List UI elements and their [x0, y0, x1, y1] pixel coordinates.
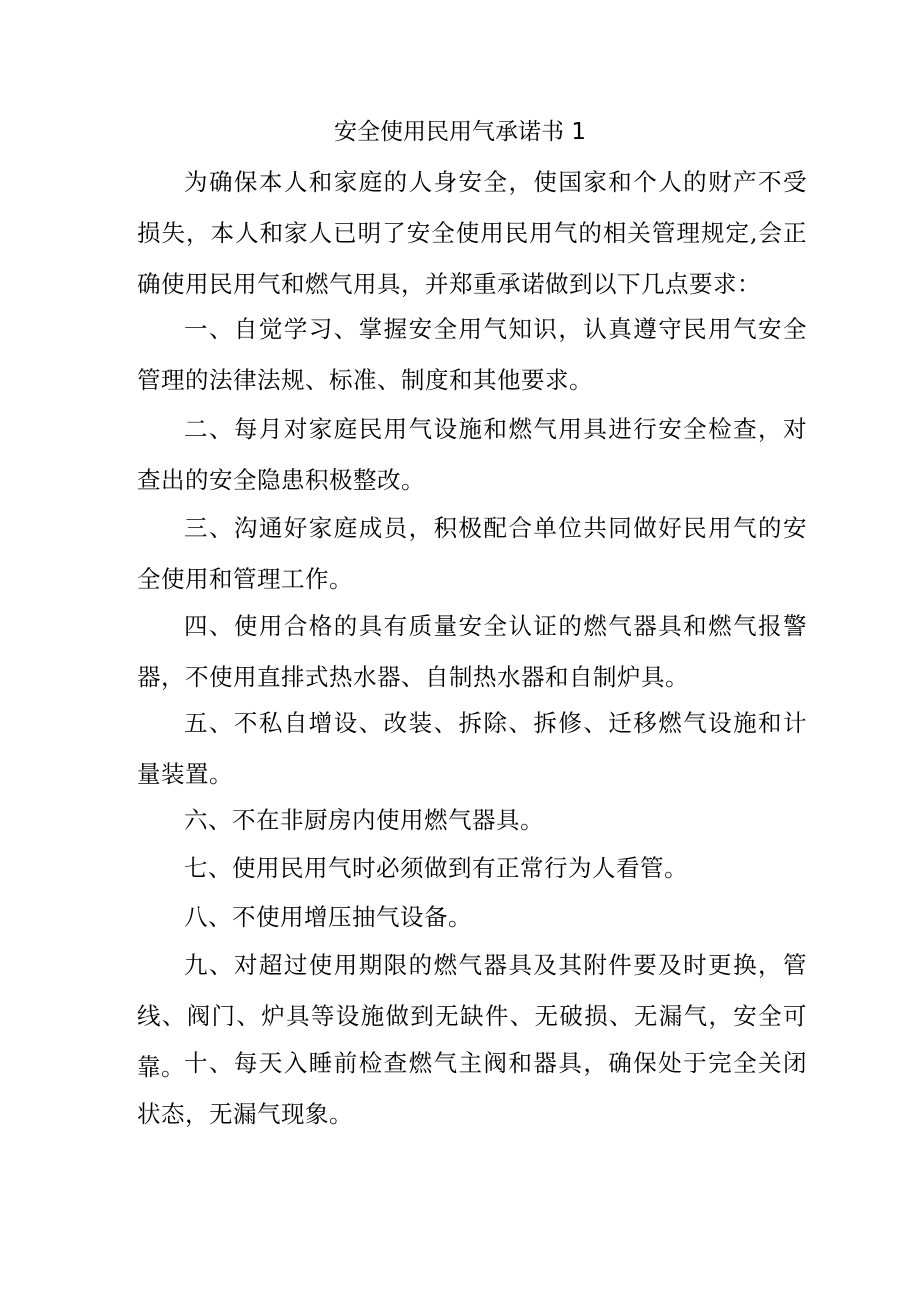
pledge-item-10: 十、每天入睡前检查燃气主阀和器具，确保处于完全关闭状态，无漏气现象。 [137, 1049, 807, 1128]
pledge-item-3: 三、沟通好家庭成员，积极配合单位共同做好民用气的安全使用和管理工作。 [137, 514, 807, 593]
pledge-item-2: 二、每月对家庭民用气设施和燃气用具进行安全检查，对查出的安全隐患积极整改。 [137, 415, 807, 494]
intro-paragraph: 为确保本人和家庭的人身安全，使国家和个人的财产不受损失，本人和家人已明了安全使用民用气的相关管理规定,会正确使用民用气和燃气用具，并郑重承诺做到以下几点要求： [137, 168, 807, 298]
pledge-item-7: 七、使用民用气时必须做到有正常行为人看管。 [184, 854, 688, 882]
pledge-item-6: 六、不在非厨房内使用燃气器具。 [184, 806, 544, 834]
pledge-item-8: 八、不使用增压抽气设备。 [184, 903, 472, 931]
document-title: 安全使用民用气承诺书 1 [334, 119, 586, 145]
pledge-item-1: 一、自觉学习、掌握安全用气知识，认真遵守民用气安全管理的法律法规、标准、制度和其他要求。 [137, 315, 807, 394]
pledge-item-9: 九、对超过使用期限的燃气器具及其附件要及时更换，管线、阀门、炉具等设施做到无缺件、无破损、无漏气，安全可靠。 [137, 951, 807, 1081]
pledge-item-5: 五、不私自增设、改装、拆除、拆修、迁移燃气设施和计量装置。 [137, 709, 807, 788]
pledge-item-4: 四、使用合格的具有质量安全认证的燃气器具和燃气报警器，不使用直排式热水器、自制热水器和自制炉具。 [137, 612, 807, 691]
